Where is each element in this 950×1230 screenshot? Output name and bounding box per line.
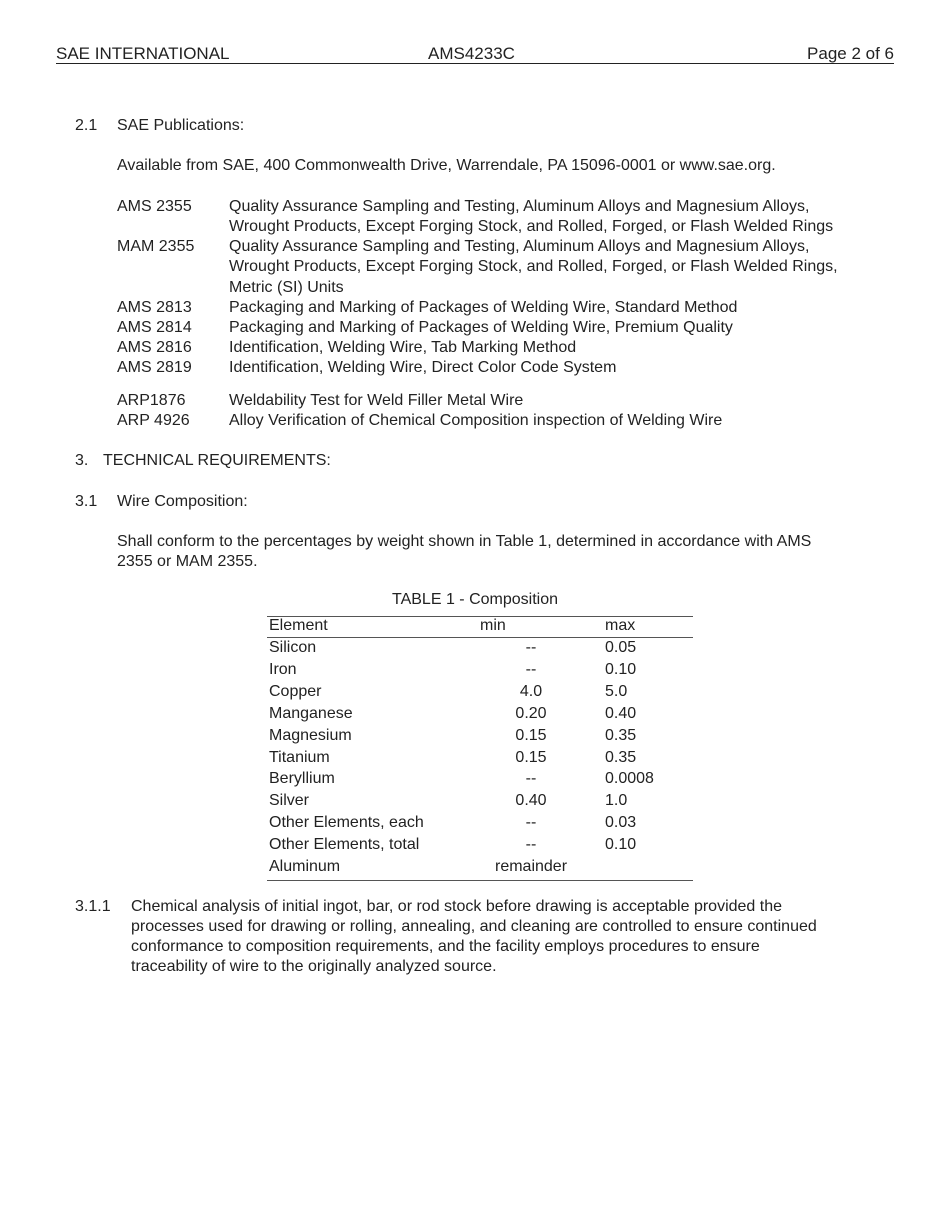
ref-title-line: Alloy Verification of Chemical Composition inspection of Welding Wire xyxy=(229,412,723,429)
ref-title-line: Wrought Products, Except Forging Stock, and Rolled, Forged, or Flash Welded Rings, xyxy=(229,258,838,275)
table-cell-element: Silver xyxy=(269,792,310,809)
table-cell-element: Copper xyxy=(269,683,322,700)
ref-code: AMS 2355 xyxy=(117,198,192,215)
table-cell-min: -- xyxy=(525,770,537,787)
table-cell-element: Beryllium xyxy=(269,770,335,787)
table-cell-min: 4.0 xyxy=(519,683,543,700)
table-cell-min: remainder xyxy=(494,858,568,875)
section-title: Wire Composition: xyxy=(117,493,248,510)
ref-code: AMS 2819 xyxy=(117,359,192,376)
table-cell-min: 0.15 xyxy=(515,749,547,766)
ref-title-line: Quality Assurance Sampling and Testing, Aluminum Alloys and Magnesium Alloys, xyxy=(229,198,810,215)
ref-title-line: Metric (SI) Units xyxy=(229,279,344,296)
section-title: SAE Publications: xyxy=(117,117,245,134)
table-cell-max: 1.0 xyxy=(605,792,628,809)
ref-code: AMS 2816 xyxy=(117,339,192,356)
section-number: 3.1 xyxy=(75,493,98,510)
ref-title-line: Packaging and Marking of Packages of Welding Wire, Standard Method xyxy=(229,299,738,316)
body-text-line: Chemical analysis of initial ingot, bar, or rod stock before drawing is acceptable provided the xyxy=(131,898,783,915)
table-cell-min: -- xyxy=(525,639,537,656)
table-caption: TABLE 1 - Composition xyxy=(392,591,558,608)
table-cell-element: Titanium xyxy=(269,749,330,766)
table-bottom-rule xyxy=(267,880,693,881)
body-text-line: traceability of wire to the originally analyzed source. xyxy=(131,958,497,975)
table-cell-element: Other Elements, each xyxy=(269,814,424,831)
table-cell-element: Magnesium xyxy=(269,727,352,744)
table-cell-element: Aluminum xyxy=(269,858,341,875)
table-header-element: Element xyxy=(269,617,328,634)
header-doc-number: AMS4233C xyxy=(428,44,515,63)
table-cell-min: 0.20 xyxy=(515,705,547,722)
table-cell-max: 0.40 xyxy=(605,705,637,722)
body-text-line: Shall conform to the percentages by weight shown in Table 1, determined in accordance with AMS xyxy=(117,533,812,550)
table-cell-min: -- xyxy=(525,814,537,831)
section-number: 2.1 xyxy=(75,117,98,134)
availability-text: Available from SAE, 400 Commonwealth Drive, Warrendale, PA 15096-0001 or www.sae.org. xyxy=(117,157,776,174)
table-cell-element: Silicon xyxy=(269,639,317,656)
body-text-line: processes used for drawing or rolling, annealing, and cleaning are controlled to ensure continued xyxy=(131,918,817,935)
table-header-min: min xyxy=(480,617,506,634)
table-cell-max: 0.35 xyxy=(605,749,637,766)
section-title: TECHNICAL REQUIREMENTS: xyxy=(103,452,331,469)
table-cell-element: Iron xyxy=(269,661,297,678)
ref-title-line: Packaging and Marking of Packages of Welding Wire, Premium Quality xyxy=(229,319,733,336)
ref-title-line: Weldability Test for Weld Filler Metal Wire xyxy=(229,392,524,409)
table-cell-max: 0.10 xyxy=(605,836,637,853)
ref-code: ARP 4926 xyxy=(117,412,190,429)
table-cell-min: 0.40 xyxy=(515,792,547,809)
table-header-max: max xyxy=(605,617,636,634)
table-cell-min: -- xyxy=(525,661,537,678)
section-number: 3.1.1 xyxy=(75,898,111,915)
header-org: SAE INTERNATIONAL xyxy=(56,44,230,63)
body-text-line: 2355 or MAM 2355. xyxy=(117,553,258,570)
ref-title-line: Wrought Products, Except Forging Stock, and Rolled, Forged, or Flash Welded Rings xyxy=(229,218,834,235)
table-cell-max: 0.10 xyxy=(605,661,637,678)
table-cell-max: 5.0 xyxy=(605,683,628,700)
table-cell-min: 0.15 xyxy=(515,727,547,744)
body-text-line: conformance to composition requirements, and the facility employs procedures to ensure xyxy=(131,938,760,955)
table-cell-max: 0.0008 xyxy=(605,770,654,787)
ref-code: MAM 2355 xyxy=(117,238,195,255)
ref-title-line: Identification, Welding Wire, Tab Marking Method xyxy=(229,339,577,356)
table-cell-max: 0.35 xyxy=(605,727,637,744)
table-cell-min: -- xyxy=(525,836,537,853)
ref-code: AMS 2814 xyxy=(117,319,192,336)
table-cell-element: Other Elements, total xyxy=(269,836,420,853)
table-cell-element: Manganese xyxy=(269,705,353,722)
table-cell-max: 0.03 xyxy=(605,814,637,831)
header-rule xyxy=(56,63,894,64)
header-page-number: Page 2 of 6 xyxy=(807,44,894,63)
ref-code: AMS 2813 xyxy=(117,299,192,316)
ref-title-line: Identification, Welding Wire, Direct Color Code System xyxy=(229,359,617,376)
table-cell-max: 0.05 xyxy=(605,639,637,656)
ref-code: ARP1876 xyxy=(117,392,186,409)
section-number: 3. xyxy=(75,452,89,469)
ref-title-line: Quality Assurance Sampling and Testing, Aluminum Alloys and Magnesium Alloys, xyxy=(229,238,810,255)
